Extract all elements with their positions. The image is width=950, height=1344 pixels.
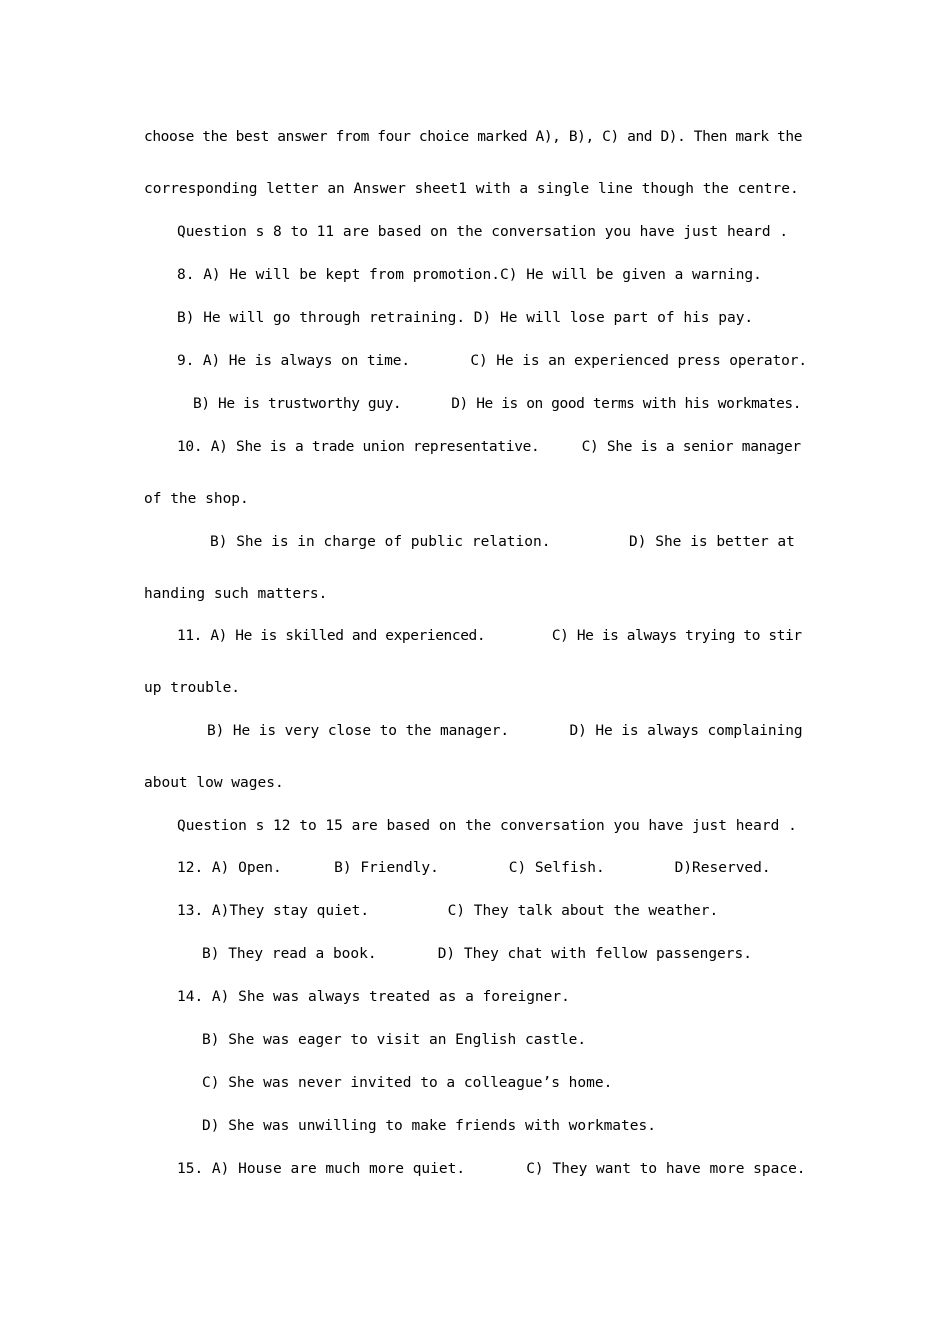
section-heading-8-11: Question s 8 to 11 are based on the conversation you have just heard . [177,224,789,240]
section-heading-12-15: Question s 12 to 15 are based on the conversation you have just heard . [177,818,797,834]
question-8-options-a-c: 8. A) He will be kept from promotion.C) He will be given a warning. [177,267,762,283]
instructions-line-1: choose the best answer from four choice marked A), B), C) and D). Then mark the [144,129,803,145]
question-9-options-b-d: B) He is trustworthy guy. D) He is on good terms with his workmates. [193,396,802,412]
question-10-continuation-1: of the shop. [144,491,249,507]
question-11-continuation-1: up trouble. [144,680,241,696]
instructions-line-2: corresponding letter an Answer sheet1 with a single line though the centre. [144,181,799,197]
question-13-options-b-d: B) They read a book. D) They chat with fellow passengers. [202,946,752,962]
question-14-option-a: 14. A) She was always treated as a foreigner. [177,989,570,1005]
question-10-options-a-c: 10. A) She is a trade union representative. C) She is a senior manager [177,439,801,455]
question-15-options-a-c: 15. A) House are much more quiet. C) They want to have more space. [177,1161,806,1177]
question-11-options-b-d: B) He is very close to the manager. D) He is always complaining [207,723,803,739]
question-9-options-a-c: 9. A) He is always on time. C) He is an experienced press operator. [177,353,807,369]
question-11-continuation-2: about low wages. [144,775,284,791]
question-13-options-a-c: 13. A)They stay quiet. C) They talk about the weather. [177,903,719,919]
question-14-option-c: C) She was never invited to a colleague’s home. [202,1075,613,1091]
question-10-options-b-d: B) She is in charge of public relation. D) She is better at [210,534,795,550]
question-12-options: 12. A) Open. B) Friendly. C) Selfish. D)Reserved. [177,860,771,876]
question-8-options-b-d: B) He will go through retraining. D) He will lose part of his pay. [177,310,754,326]
question-14-option-d: D) She was unwilling to make friends with workmates. [202,1118,656,1134]
question-14-option-b: B) She was eager to visit an English castle. [202,1032,587,1048]
question-11-options-a-c: 11. A) He is skilled and experienced. C) He is always trying to stir [177,628,802,644]
question-10-continuation-2: handing such matters. [144,586,328,602]
